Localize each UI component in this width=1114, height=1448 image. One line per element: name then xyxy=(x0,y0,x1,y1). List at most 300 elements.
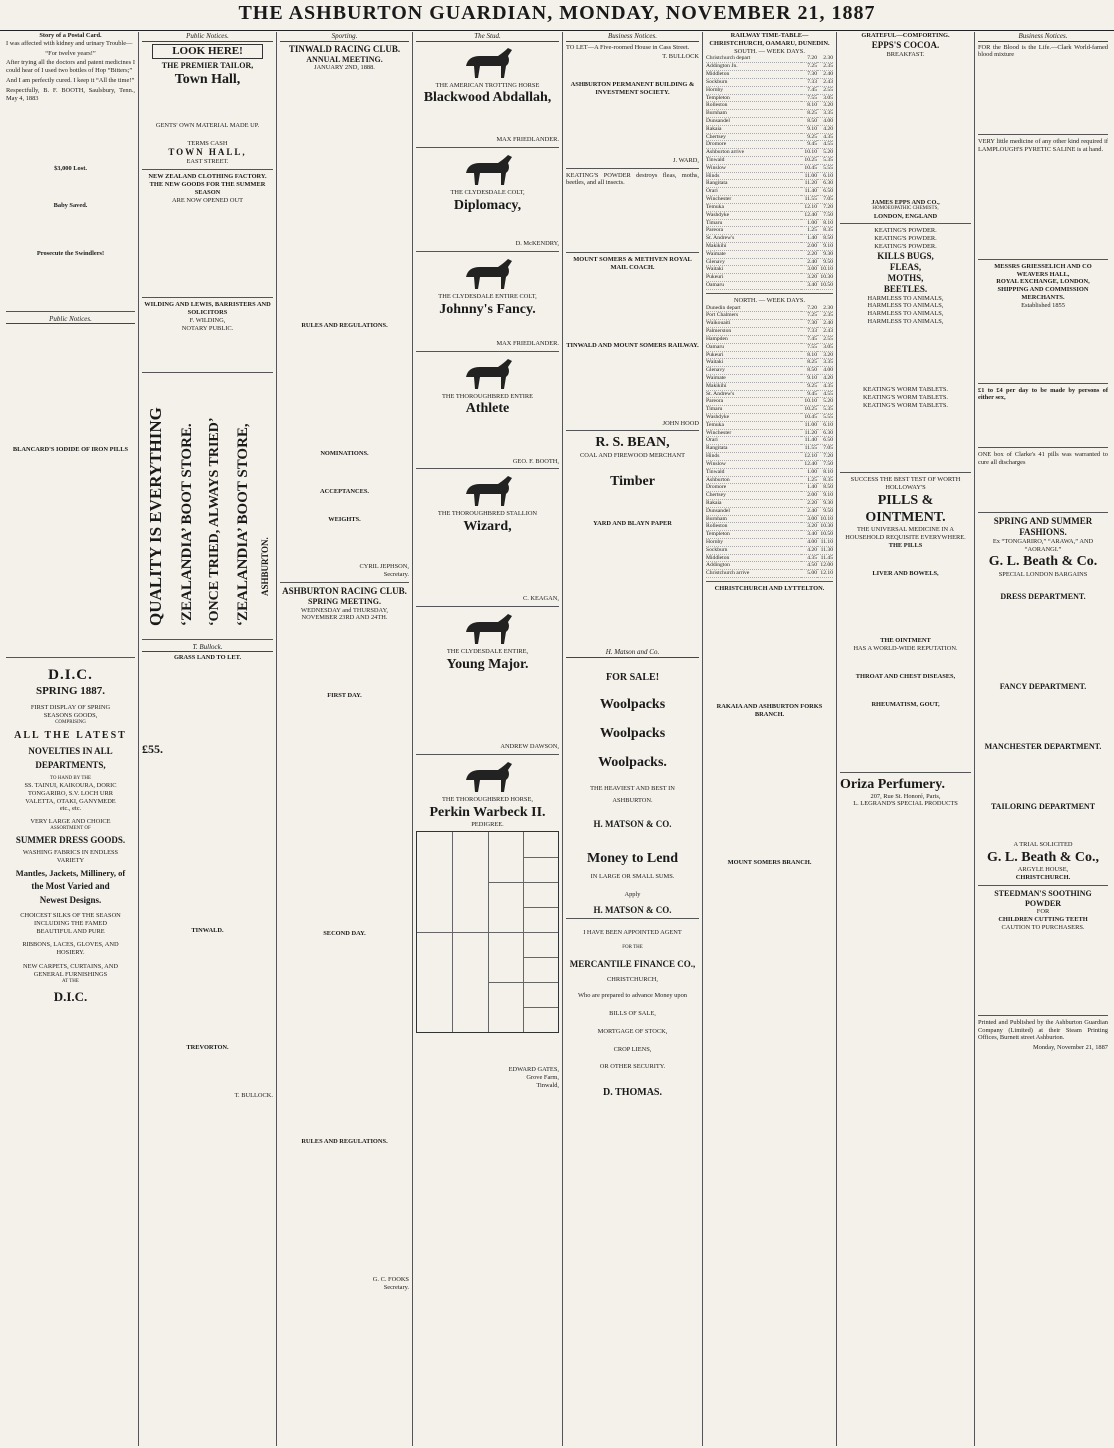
moths: MOTHS, xyxy=(887,272,924,283)
time-a: 2.40 xyxy=(801,258,817,266)
station-name: Ashburton arrive xyxy=(706,149,801,157)
filler xyxy=(280,1146,409,1276)
divider xyxy=(840,223,971,224)
time-b: 8.10 xyxy=(817,219,833,227)
station-name: Rangitata xyxy=(706,180,801,188)
time-b: 6.10 xyxy=(817,421,833,429)
time-b: 6.30 xyxy=(817,180,833,188)
timetable-row xyxy=(706,188,833,196)
filler xyxy=(978,469,1108,509)
pw-sig: EDWARD GATES, xyxy=(508,1066,559,1074)
station-name: Orari xyxy=(706,437,801,445)
timetable-row xyxy=(706,445,833,453)
story-body xyxy=(6,40,135,103)
station-name: Makikihi xyxy=(706,382,801,390)
town-hall: Town Hall, xyxy=(174,71,241,87)
dic-line: GENERAL FURNISHINGS xyxy=(33,970,108,978)
horse1-intro: THE AMERICAN TROTTING HORSE xyxy=(435,81,540,89)
timetable-row xyxy=(706,492,833,500)
divider xyxy=(416,754,559,755)
trial: A TRIAL SOLICITED xyxy=(1013,841,1073,849)
tailoring-dept: TAILORING DEPARTMENT xyxy=(990,801,1096,811)
divider xyxy=(978,512,1108,513)
footer-date: Monday, November 21, 1887 xyxy=(1032,1044,1108,1052)
dic-line: NEW CARPETS, CURTAINS, AND xyxy=(22,963,119,971)
apply: Apply xyxy=(624,890,641,898)
timetable-row xyxy=(706,374,833,382)
time-b: 9.30 xyxy=(817,250,833,258)
section-header: T. Bullock. xyxy=(142,643,273,653)
time-b: 11.10 xyxy=(817,539,833,547)
station-name: Rakaia xyxy=(706,125,801,133)
for-the: FOR THE xyxy=(622,945,643,951)
time-b: 4.00 xyxy=(817,117,833,125)
look-here: LOOK HERE! xyxy=(152,44,263,59)
oriza: Oriza Perfumery. xyxy=(840,776,945,792)
teething: CHILDREN CUTTING TEETH xyxy=(998,916,1088,924)
for-children: FOR xyxy=(1036,908,1050,916)
argyle: ARGYLE HOUSE, xyxy=(1017,866,1069,874)
time-a: 7.45 xyxy=(801,335,817,343)
mount-somers-branch: MOUNT SOMERS BRANCH. xyxy=(727,858,812,866)
blood: FOR the Blood is the Life.—Clark World-famed blood mixture xyxy=(978,43,1108,59)
timetable-row xyxy=(706,546,833,554)
station-name: Hinds xyxy=(706,172,801,180)
shipping: SHIPPING AND COMMISSION MERCHANTS. xyxy=(997,286,1089,302)
christchurch-lyttelton: CHRISTCHURCH AND LYTTELTON. xyxy=(714,585,825,593)
throat: THROAT AND CHEST DISEASES, xyxy=(855,672,956,680)
station-name: Rangitata xyxy=(706,445,801,453)
bean-sub: COAL AND FIREWOOD MERCHANT xyxy=(579,451,686,459)
dic-line: CHOICEST SILKS OF THE SEASON xyxy=(20,911,121,919)
time-a: 7.20 xyxy=(801,55,817,62)
station-name: Glenavy xyxy=(706,367,801,375)
station-name: Hornby xyxy=(706,86,801,94)
filler xyxy=(978,752,1108,802)
station-name: Rolleston xyxy=(706,102,801,110)
filler xyxy=(142,88,273,122)
kills: KILLS BUGS, xyxy=(877,250,934,261)
steedman: STEEDMAN'S SOOTHING POWDER xyxy=(994,888,1092,908)
time-b: 2.55 xyxy=(817,335,833,343)
prepared: Who are prepared to advance Money upon xyxy=(578,992,687,1000)
station-name: Dunsandel xyxy=(706,507,801,515)
time-a: 9.45 xyxy=(801,141,817,149)
time-b: 12.00 xyxy=(817,562,833,570)
timetable-row xyxy=(706,351,833,359)
time-a: 3.40 xyxy=(801,531,817,539)
horse-icon xyxy=(458,255,518,291)
blancard-title: BLANCARD'S IODIDE OF IRON PILLS xyxy=(12,446,129,454)
time-b: 2.30 xyxy=(817,305,833,312)
epps: EPPS'S COCOA. xyxy=(871,39,940,50)
pedigree-chart xyxy=(416,831,559,1033)
time-a: 10.45 xyxy=(801,164,817,172)
dic-line: VARIETY xyxy=(56,856,85,864)
timetable-row xyxy=(706,328,833,336)
timetable-row xyxy=(706,219,833,227)
money-to-lend: Money to Lend xyxy=(587,850,678,866)
filler xyxy=(280,938,409,1138)
station-name: Ashburton xyxy=(706,476,801,484)
masthead-title: THE ASHBURTON GUARDIAN, MONDAY, NOVEMBER 21, 1887 xyxy=(238,2,876,24)
time-a: 7.33 xyxy=(801,78,817,86)
beetles: BEETLES. xyxy=(883,283,928,294)
divider xyxy=(142,297,273,298)
time-b: 9.10 xyxy=(817,242,833,250)
timetable-row xyxy=(706,507,833,515)
timetable-row xyxy=(706,157,833,165)
spring-summer: SPRING AND SUMMER FASHIONS. xyxy=(993,515,1093,537)
tinwald-hdr: TINWALD. xyxy=(191,926,224,934)
filler xyxy=(142,204,273,294)
station-name: Pareora xyxy=(706,227,801,235)
section-header: The Stud. xyxy=(416,32,559,42)
time-a: 12.10 xyxy=(801,453,817,461)
station-name: Dunedin depart xyxy=(706,305,801,312)
timetable-row xyxy=(706,320,833,328)
time-b: 2.40 xyxy=(817,71,833,79)
filler xyxy=(280,330,409,450)
station-name: Washdyke xyxy=(706,414,801,422)
time-b: 5.35 xyxy=(817,406,833,414)
divider xyxy=(840,772,971,773)
worldwide: HAS A WORLD-WIDE REPUTATION. xyxy=(853,645,958,653)
nz-factory: NEW ZEALAND CLOTHING FACTORY. xyxy=(148,173,267,181)
time-b: 3.20 xyxy=(817,351,833,359)
ym-intro: THE CLYDESDALE ENTIRE, xyxy=(446,648,529,656)
station-name: Glenavy xyxy=(706,258,801,266)
station-name: Winchester xyxy=(706,429,801,437)
time-a: 7.45 xyxy=(801,86,817,94)
very-little: VERY little medicine of any other kind required if LAMPLOUGH'S PYRETIC SALINE is at hand. xyxy=(978,138,1108,153)
time-a: 11.55 xyxy=(801,196,817,204)
filler xyxy=(416,214,559,240)
timetable-row xyxy=(706,274,833,282)
filler xyxy=(142,757,273,927)
south-timetable xyxy=(706,55,833,289)
pedigree: PEDIGREE. xyxy=(471,820,504,828)
station-name: Dromore xyxy=(706,484,801,492)
station-name: Washdyke xyxy=(706,211,801,219)
secretary-name: CYRIL JEPHSON, xyxy=(359,563,409,571)
station-name: Waitaki xyxy=(706,266,801,274)
divider xyxy=(280,582,409,583)
filler xyxy=(142,130,273,140)
station-name: Templeton xyxy=(706,94,801,102)
timetable-row xyxy=(706,335,833,343)
station-name: Oamaru xyxy=(706,343,801,351)
timetable-row xyxy=(706,94,833,102)
time-a: 8.50 xyxy=(801,117,817,125)
timetable-row xyxy=(706,110,833,118)
divider xyxy=(978,134,1108,135)
divider xyxy=(978,259,1108,260)
time-b: 12.10 xyxy=(817,570,833,578)
timetable-row xyxy=(706,359,833,367)
story-line: I was affected with kidney and urinary Trouble— xyxy=(6,39,133,47)
time-a: 11.40 xyxy=(801,188,817,196)
station-name: Winslow xyxy=(706,460,801,468)
mortgage: MORTGAGE OF STOCK, xyxy=(597,1027,668,1035)
epps-city: LONDON, ENGLAND xyxy=(873,212,938,220)
divider xyxy=(566,252,699,253)
story-line: After trying all the doctors and patent medicines I could hear of I used two bottles of Hop “Bitters;” xyxy=(6,59,135,75)
town-hall-2: TOWN HALL, xyxy=(168,147,247,158)
timetable-row xyxy=(706,102,833,110)
time-a: 1.25 xyxy=(801,227,817,235)
timetable-row xyxy=(706,227,833,235)
time-a: 3.00 xyxy=(801,515,817,523)
woolpacks: Woolpacks xyxy=(599,696,666,712)
timetable-row xyxy=(706,406,833,414)
station-name: St. Andrew's xyxy=(706,235,801,243)
pedigree-divider xyxy=(488,982,559,983)
dic-line: TONGARIRO, S.V. LOCH URR xyxy=(28,789,113,797)
time-a: 2.00 xyxy=(801,492,817,500)
harmless: HARMLESS TO ANIMALS, xyxy=(867,318,944,326)
station-name: Temuka xyxy=(706,203,801,211)
time-a: 7.55 xyxy=(801,343,817,351)
story-filler xyxy=(6,105,135,165)
section-header: Sporting. xyxy=(280,32,409,42)
annual-meeting: ANNUAL MEETING. xyxy=(306,54,383,64)
time-a: 9.45 xyxy=(801,390,817,398)
time-b: 10.30 xyxy=(817,523,833,531)
fancy-dept: FANCY DEPARTMENT. xyxy=(999,682,1087,692)
time-a: 11.00 xyxy=(801,421,817,429)
security: OR OTHER SECURITY. xyxy=(599,1063,666,1071)
station-name: Winchester xyxy=(706,196,801,204)
time-a: 4.00 xyxy=(801,539,817,547)
pw-sig-2: Grove Farm, xyxy=(526,1074,559,1082)
filler xyxy=(566,490,699,520)
christchurch-8: CHRISTCHURCH. xyxy=(1015,874,1071,882)
dic-spring: SPRING 1887. xyxy=(35,684,106,697)
filler xyxy=(566,189,699,249)
trevorton-hdr: TREVORTON. xyxy=(186,1044,229,1052)
keatings: KEATING'S POWDER destroys fleas, moths, beetles, and all insects. xyxy=(566,171,699,187)
filler xyxy=(978,602,1108,682)
time-a: 7.25 xyxy=(801,312,817,320)
filler xyxy=(566,97,699,157)
pedigree-divider xyxy=(488,882,559,883)
time-a: 11.00 xyxy=(801,172,817,180)
time-b: 2.30 xyxy=(817,55,833,62)
time-b: 9.30 xyxy=(817,499,833,507)
established: Established 1855 xyxy=(1021,301,1065,309)
filler xyxy=(142,333,273,369)
vertical-line: ASHBURTON. xyxy=(260,536,270,596)
one-box: ONE box of Clarke's 41 pills was warranted to cure all discharges xyxy=(978,451,1108,467)
time-b: 6.10 xyxy=(817,172,833,180)
station-name: Temuka xyxy=(706,421,801,429)
south: SOUTH. xyxy=(734,47,757,55)
divider xyxy=(978,1015,1108,1016)
timetable-row xyxy=(706,499,833,507)
time-b: 6.50 xyxy=(817,188,833,196)
hmatson: H. MATSON & CO. xyxy=(593,818,672,829)
universal: THE UNIVERSAL MEDICINE IN A HOUSEHOLD REQUISITE EVERYWHERE. xyxy=(845,526,966,541)
timetable-row xyxy=(706,484,833,492)
bills: BILLS OF SALE, xyxy=(609,1009,656,1017)
time-b: 10.10 xyxy=(817,515,833,523)
horse1-sig: MAX FRIEDLANDER. xyxy=(496,136,559,144)
time-b: 8.50 xyxy=(817,484,833,492)
horse-icon xyxy=(458,472,518,508)
time-b: 5.55 xyxy=(817,414,833,422)
story-title: Story of a Postal Card. xyxy=(39,32,102,39)
story-line: And I am perfectly cured. I keep it “All the time!” xyxy=(6,77,135,85)
station-name: Waimate xyxy=(706,250,801,258)
time-b: 3.20 xyxy=(817,102,833,110)
filler xyxy=(706,593,833,703)
athlete: Athlete xyxy=(465,401,510,417)
timetable-row xyxy=(706,258,833,266)
perkin-warbeck: Perkin Warbeck II. xyxy=(429,804,546,820)
athlete-intro: THE THOROUGHBRED ENTIRE xyxy=(441,392,534,400)
divider xyxy=(6,311,135,312)
baby-title: Baby Saved. xyxy=(53,202,88,210)
time-b: 10.10 xyxy=(817,266,833,274)
time-b: 2.55 xyxy=(817,86,833,94)
second-day: SECOND DAY. xyxy=(323,930,366,938)
for-sale: FOR SALE! xyxy=(605,671,660,683)
filler xyxy=(978,932,1108,1012)
filler xyxy=(840,59,971,199)
the-pills: THE PILLS xyxy=(888,541,923,549)
special: SPECIAL LONDON BARGAINS xyxy=(998,570,1088,578)
horse-icon xyxy=(458,355,518,391)
ashburton-label: ASHBURTON. xyxy=(612,797,653,805)
dic-line: BEAUTIFUL AND PURE xyxy=(36,927,105,935)
timetable-row xyxy=(706,460,833,468)
dic-line: SS. TAINUI, KAIKOURA, DORIC xyxy=(24,781,117,789)
time-a: 4.50 xyxy=(801,562,817,570)
caution: CAUTION TO PURCHASERS. xyxy=(1001,924,1085,931)
timetable-row xyxy=(706,180,833,188)
station-name: Addington xyxy=(706,562,801,570)
time-b: 4.55 xyxy=(817,141,833,149)
timetable-row xyxy=(706,570,833,578)
keatings-powder: KEATING'S POWDER. xyxy=(874,242,937,250)
time-a: 4.20 xyxy=(801,546,817,554)
breakfast: BREAKFAST. xyxy=(886,50,925,58)
time-a: 9.25 xyxy=(801,133,817,141)
time-a: 7.20 xyxy=(801,305,817,312)
ym-sig: ANDREW DAWSON, xyxy=(500,742,559,750)
divider xyxy=(416,606,559,607)
divider xyxy=(6,657,135,658)
acceptances-title: ACCEPTANCES. xyxy=(319,487,370,495)
filler xyxy=(978,156,1108,256)
johnny-sig: MAX FRIEDLANDER. xyxy=(496,339,559,347)
timetable-row xyxy=(706,242,833,250)
hmatson-2: H. MATSON & CO. xyxy=(593,904,672,915)
time-a: 1.40 xyxy=(801,235,817,243)
time-a: 10.45 xyxy=(801,414,817,422)
signature: T. BULLOCK. xyxy=(234,1092,273,1100)
time-b: 2.35 xyxy=(817,63,833,71)
timetable-row xyxy=(706,172,833,180)
dic-line: ASSORTMENT OF xyxy=(50,825,91,831)
timetable-row xyxy=(706,250,833,258)
weights-title: WEIGHTS. xyxy=(328,515,361,523)
time-a: 8.25 xyxy=(801,110,817,118)
christchurch: CHRISTCHURCH, xyxy=(607,976,658,984)
time-b: 8.50 xyxy=(817,235,833,243)
rheumatism: RHEUMATISM, GOUT, xyxy=(871,700,940,708)
time-a: 12.40 xyxy=(801,460,817,468)
horse-icon xyxy=(458,758,518,794)
time-a: 12.40 xyxy=(801,211,817,219)
railway-title: RAILWAY TIME-TABLE—CHRISTCHURCH, OAMARU, DUNEDIN. xyxy=(709,32,830,47)
dic-line: SEASONS GOODS, xyxy=(43,711,98,719)
new-goods: THE NEW GOODS FOR THE SUMMER SEASON xyxy=(149,180,266,196)
terms-cash: TERMS CASH xyxy=(187,139,228,147)
timetable-row xyxy=(706,398,833,406)
timetable-row xyxy=(706,203,833,211)
timetable-row xyxy=(706,78,833,86)
filler xyxy=(142,662,273,742)
timetable-row xyxy=(706,196,833,204)
time-a: 3.00 xyxy=(801,266,817,274)
filler xyxy=(280,700,409,930)
large-small: IN LARGE OR SMALL SUMS. xyxy=(590,872,675,880)
time-b: 9.10 xyxy=(817,492,833,500)
dic-line: AT THE xyxy=(62,978,79,984)
vertical-line: QUALITY IS EVERYTHING xyxy=(146,406,165,626)
filler xyxy=(416,318,559,340)
dic-line: ALL THE LATEST xyxy=(14,729,127,741)
column-5 xyxy=(563,32,703,1446)
filler xyxy=(566,350,699,420)
timetable-row xyxy=(706,266,833,274)
timetable-row xyxy=(706,343,833,351)
filler xyxy=(6,326,135,446)
grass-land: GRASS LAND TO LET. xyxy=(173,654,242,662)
johnny-intro: THE CLYDESDALE ENTIRE COLT, xyxy=(438,292,537,300)
filler xyxy=(566,61,699,81)
time-b: 4.35 xyxy=(817,133,833,141)
station-name: Makikihi xyxy=(706,242,801,250)
time-b: 4.35 xyxy=(817,382,833,390)
tinwald-mail: TINWALD AND MOUNT SOMERS RAILWAY. xyxy=(566,341,699,349)
dic-list xyxy=(6,704,135,1005)
time-b: 3.35 xyxy=(817,359,833,367)
station-name: Middleton xyxy=(706,71,801,79)
timetable-row xyxy=(706,390,833,398)
station-name: Christchurch depart xyxy=(706,55,801,62)
epps-sub: HOMOEOPATHIC CHEMISTS, xyxy=(872,206,939,212)
timber: Timber xyxy=(610,474,655,490)
timetable-row xyxy=(706,71,833,79)
worm-tablets: KEATING'S WORM TABLETS. xyxy=(862,401,949,409)
timetable-row xyxy=(706,539,833,547)
time-a: 9.25 xyxy=(801,382,817,390)
timetable-row xyxy=(706,367,833,375)
beath: G. L. Beath & Co. xyxy=(988,554,1098,570)
bullock-sig: T. BULLOCK xyxy=(662,53,699,61)
royal-exchange: ROYAL EXCHANGE, LONDON, xyxy=(996,278,1090,286)
dic-line: INCLUDING THE FAMED xyxy=(34,919,107,927)
station-name: Waimate xyxy=(706,374,801,382)
nominations-title: NOMINATIONS. xyxy=(320,449,369,457)
building-society: ASHBURTON PERMANENT BUILDING & INVESTMENT SOCIETY. xyxy=(570,81,695,96)
station-name: Rolleston xyxy=(706,523,801,531)
dress-dept: DRESS DEPARTMENT. xyxy=(1000,592,1086,602)
time-a: 11.20 xyxy=(801,429,817,437)
